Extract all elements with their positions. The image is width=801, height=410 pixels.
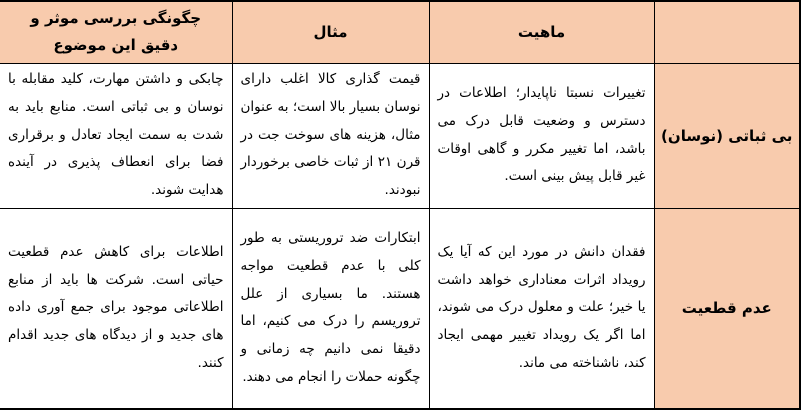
table-row-volatility xyxy=(0,63,800,208)
header-nature: ماهیت xyxy=(429,1,654,63)
method-uncertainty: اطلاعات برای کاهش عدم قطعیت حیاتی است. شرکت ها باید از منابع اطلاعاتی موجود برای جمع آوری داده های جدید و از دیدگاه های جدید اقدام کنند. xyxy=(0,208,232,409)
table-row-uncertainty xyxy=(0,208,800,409)
method-volatility: چابکی و داشتن مهارت، کلید مقابله با نوسان و بی ثباتی است. منابع باید به شدت به سمت ایجاد تعادل و برقراری فضا برای انعطاف پذیری در آینده هدایت شوند. xyxy=(0,63,232,208)
header-row xyxy=(0,1,800,63)
example-volatility: قیمت گذاری کالا اغلب دارای نوسان بسیار بالا است؛ به عنوان مثال، هزینه های سوخت جت در قرن ۲۱ از ثبات خاصی برخوردار نبودند. xyxy=(232,63,429,208)
header-example: مثال xyxy=(232,1,429,63)
nature-uncertainty: فقدان دانش در مورد این که آیا یک رویداد اثرات معناداری خواهد داشت یا خیر؛ علت و معلول درک می شوند، اما اگر یک رویداد تغییر مهمی ایجاد کند، ناشناخته می ماند. xyxy=(429,208,654,409)
header-category xyxy=(654,1,800,63)
category-uncertainty: عدم قطعیت xyxy=(654,208,800,409)
category-volatility: بی ثباتی (نوسان) xyxy=(654,63,800,208)
header-method: چگونگی بررسی موثر و دقیق این موضوع xyxy=(0,1,232,63)
nature-volatility: تغییرات نسبتا ناپایدار؛ اطلاعات در دسترس و وضعیت قابل درک می باشد، اما تغییر مکرر و گاهی اوقات غیر قابل پیش بینی است. xyxy=(429,63,654,208)
example-uncertainty: ابتکارات ضد تروریستی به طور کلی با عدم قطعیت مواجه هستند. ما بسیاری از علل تروریسم را درک می کنیم، اما دقیقا نمی دانیم چه زمانی و چگونه حملات را انجام می دهند. xyxy=(232,208,429,409)
